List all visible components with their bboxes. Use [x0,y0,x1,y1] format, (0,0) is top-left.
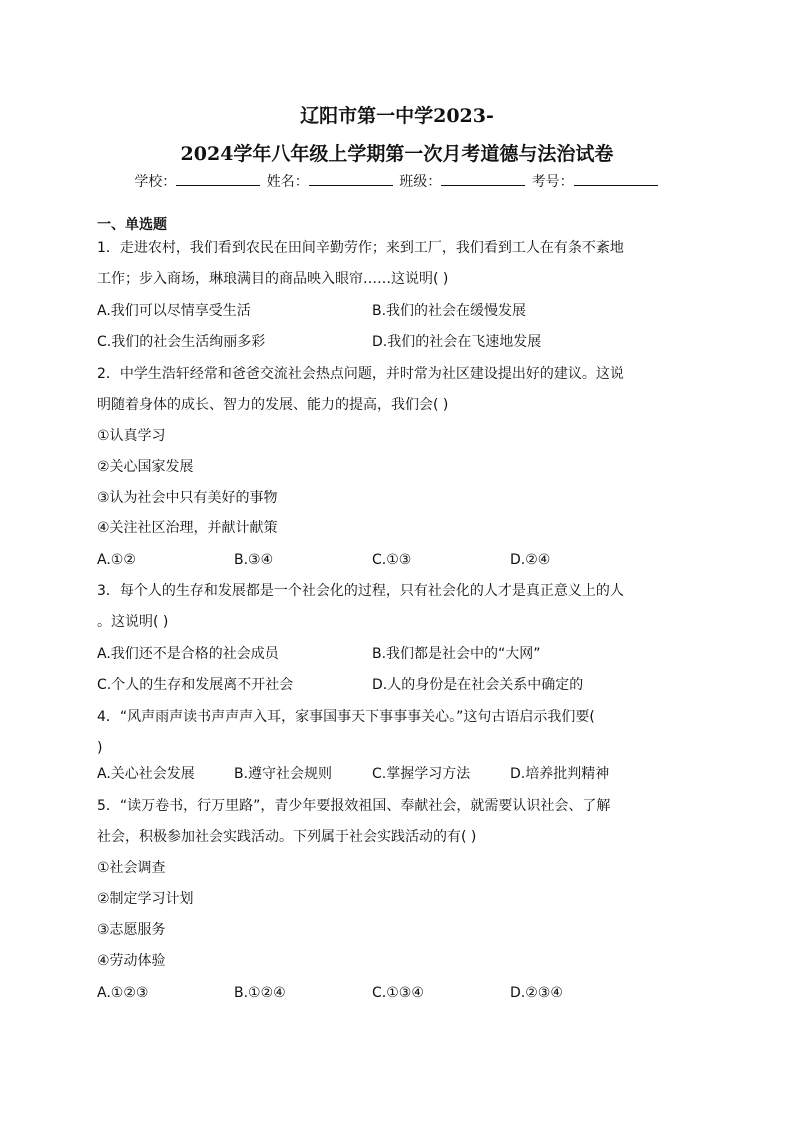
q2-option-a[interactable]: A.①② [97,552,136,568]
q2-stem-line1: 2．中学生浩轩经常和爸爸交流社会热点问题，并时常为社区建设提出好的建议。这说 [97,366,624,382]
q2-option-d[interactable]: D.②④ [510,552,551,568]
q5-item-3: ③志愿服务 [97,922,166,938]
school-blank[interactable] [176,173,260,186]
exam-number-label: 考号： [531,174,574,190]
q5-option-a[interactable]: A.①②③ [97,985,149,1001]
school-label: 学校： [134,174,177,190]
exam-title-line1: 辽阳市第一中学2023- [300,105,494,127]
q1-option-b[interactable]: B.我们的社会在缓慢发展 [372,303,527,319]
q1-stem-line2: 工作；步入商场，琳琅满目的商品映入眼帘……这说明( ) [97,271,449,287]
exam-number-blank[interactable] [574,173,658,186]
q4-option-d[interactable]: D.培养批判精神 [510,766,610,782]
q5-item-4: ④劳动体验 [97,953,166,969]
q2-item-3: ③认为社会中只有美好的事物 [97,490,278,506]
q4-stem-line2: ) [97,740,103,756]
class-label: 班级： [399,174,442,190]
q4-option-a[interactable]: A.关心社会发展 [97,766,195,782]
q2-option-c[interactable]: C.①③ [372,552,412,568]
q3-stem-line2: 。这说明( ) [97,614,169,630]
section-title: 一、单选题 [97,217,167,233]
q2-item-1: ①认真学习 [97,428,166,444]
q3-option-b[interactable]: B.我们都是社会中的“大网” [372,646,541,662]
q1-option-a[interactable]: A.我们可以尽情享受生活 [97,303,251,319]
q2-option-b[interactable]: B.③④ [234,552,274,568]
q2-item-4: ④关注社区治理，并献计献策 [97,520,278,536]
q4-stem-line1: 4．“风声雨声读书声声声入耳，家事国事天下事事事关心。”这句古语启示我们要( [97,709,595,725]
exam-title-line2: 2024学年八年级上学期第一次月考道德与法治试卷 [180,143,614,165]
q5-stem-line2: 社会，积极参加社会实践活动。下列属于社会实践活动的有( ) [97,829,477,845]
q1-stem-line1: 1．走进农村，我们看到农民在田间辛勤劳作；来到工厂，我们看到工人在有条不紊地 [97,240,624,256]
q4-option-c[interactable]: C.掌握学习方法 [372,766,471,782]
q2-stem-line2: 明随着身体的成长、智力的发展、能力的提高，我们会( ) [97,397,449,413]
q4-option-b[interactable]: B.遵守社会规则 [234,766,333,782]
class-blank[interactable] [441,173,525,186]
q5-option-d[interactable]: D.②③④ [510,985,563,1001]
name-label: 姓名： [266,174,309,190]
q3-option-a[interactable]: A.我们还不是合格的社会成员 [97,646,279,662]
q2-item-2: ②关心国家发展 [97,459,194,475]
q3-option-d[interactable]: D.人的身份是在社会关系中确定的 [372,677,584,693]
q3-option-c[interactable]: C.个人的生存和发展离不开社会 [97,677,294,693]
name-blank[interactable] [309,173,393,186]
q5-item-1: ①社会调查 [97,860,166,876]
q1-option-c[interactable]: C.我们的社会生活绚丽多彩 [97,334,266,350]
q5-option-b[interactable]: B.①②④ [234,985,286,1001]
q5-stem-line1: 5．“读万卷书，行万里路”，青少年要报效祖国、奉献社会，就需要认识社会、了解 [97,798,611,814]
q1-option-d[interactable]: D.我们的社会在飞速地发展 [372,334,542,350]
q5-option-c[interactable]: C.①③④ [372,985,424,1001]
q3-stem-line1: 3．每个人的生存和发展都是一个社会化的过程，只有社会化的人才是真正意义上的人 [97,583,624,599]
q5-item-2: ②制定学习计划 [97,891,194,907]
student-info-row [0,171,794,191]
